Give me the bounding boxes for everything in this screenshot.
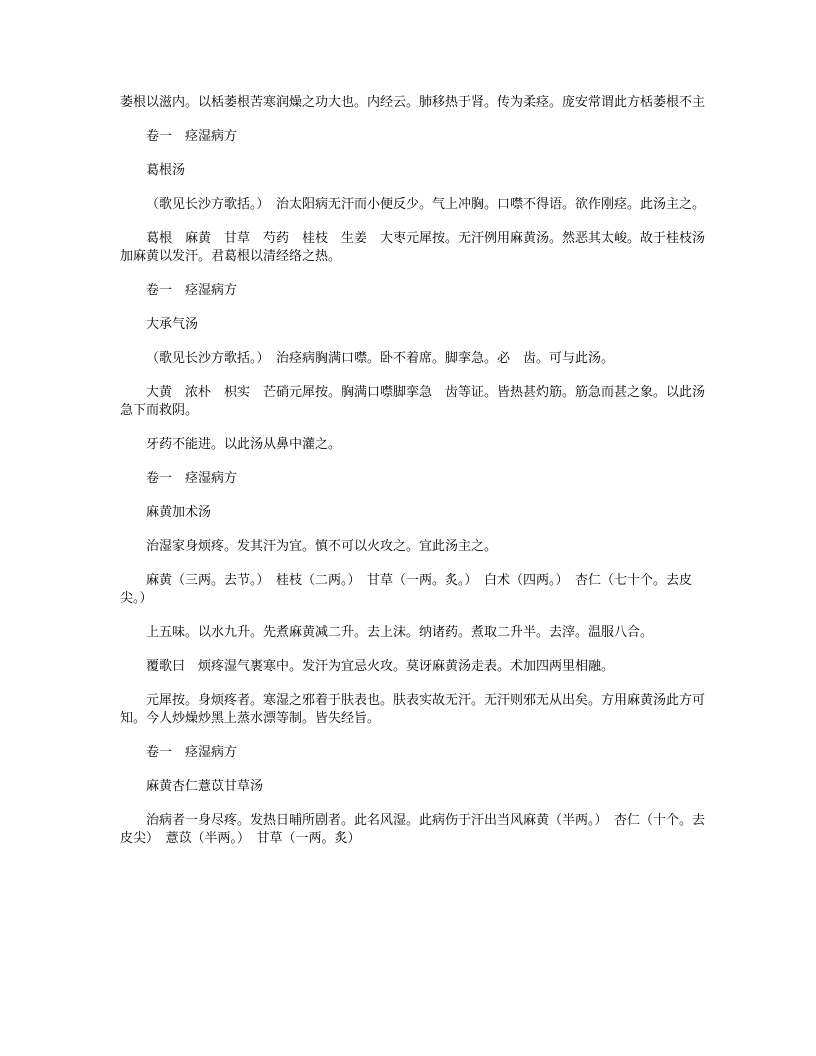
recipe-title: 麻黄加术汤 xyxy=(146,505,212,520)
section-heading: 卷一 痉湿病方 xyxy=(146,129,238,144)
verse-paragraph: 覆歌曰 烦疼湿气裹寒中。发汗为宜忌火攻。莫讶麻黄汤走表。术加四两里相融。 xyxy=(146,659,615,674)
section-heading: 卷一 痉湿病方 xyxy=(146,283,238,298)
text-paragraph: 萎根以滋内。以栝萎根苦寒润燥之功大也。内经云。肺移热于肾。传为柔痉。庞安常谓此方栝萎根不主 xyxy=(120,95,706,110)
recipe-title: 大承气汤 xyxy=(146,317,199,332)
text-paragraph: 葛根 麻黄 甘草 芍药 桂枝 生姜 大枣元犀按。无汗例用麻黄汤。然恶其太峻。故于桂枝汤加麻黄以发汗。君葛根以清经络之热。 xyxy=(120,231,706,264)
recipe-title: 葛根汤 xyxy=(146,163,186,178)
recipe-title: 麻黄杏仁薏苡甘草汤 xyxy=(146,779,264,794)
text-paragraph: 大黄 浓朴 枳实 芒硝元犀按。胸满口噤脚挛急 齿等证。皆热甚灼筋。筋急而甚之象。以此汤急下而救阴。 xyxy=(120,385,706,418)
text-paragraph: 治湿家身烦疼。发其汗为宜。慎不可以火攻之。宜此汤主之。 xyxy=(146,539,498,554)
section-heading: 卷一 痉湿病方 xyxy=(146,745,238,760)
section-heading: 卷一 痉湿病方 xyxy=(146,471,238,486)
text-paragraph: 上五味。以水九升。先煮麻黄减二升。去上沫。纳诸药。煮取二升半。去滓。温服八合。 xyxy=(146,625,654,640)
text-paragraph: 牙药不能进。以此汤从鼻中灌之。 xyxy=(146,437,342,452)
text-paragraph: 元犀按。身烦疼者。寒湿之邪着于肤表也。肤表实故无汗。无汗则邪无从出矣。方用麻黄汤此方可知。今人炒燥炒黑上蒸水漂等制。皆失经旨。 xyxy=(120,693,706,726)
text-paragraph: （歌见长沙方歌括。） 治痉病胸满口噤。卧不着席。脚挛急。必 齿。可与此汤。 xyxy=(146,351,615,366)
text-paragraph: 治病者一身尽疼。发热日晡所剧者。此名风湿。此病伤于汗出当风麻黄（半两。） 杏仁（十个。去皮尖） 薏苡（半两。） 甘草（一两。炙） xyxy=(120,813,706,846)
ingredient-list: 麻黄（三两。去节。） 桂枝（二两。） 甘草（一两。炙。） 白术（四两。） 杏仁（七十个。去皮尖。） xyxy=(120,573,693,606)
text-paragraph: （歌见长沙方歌括。） 治太阳病无汗而小便反少。气上冲胸。口噤不得语。欲作刚痉。此汤主之。 xyxy=(146,197,706,212)
